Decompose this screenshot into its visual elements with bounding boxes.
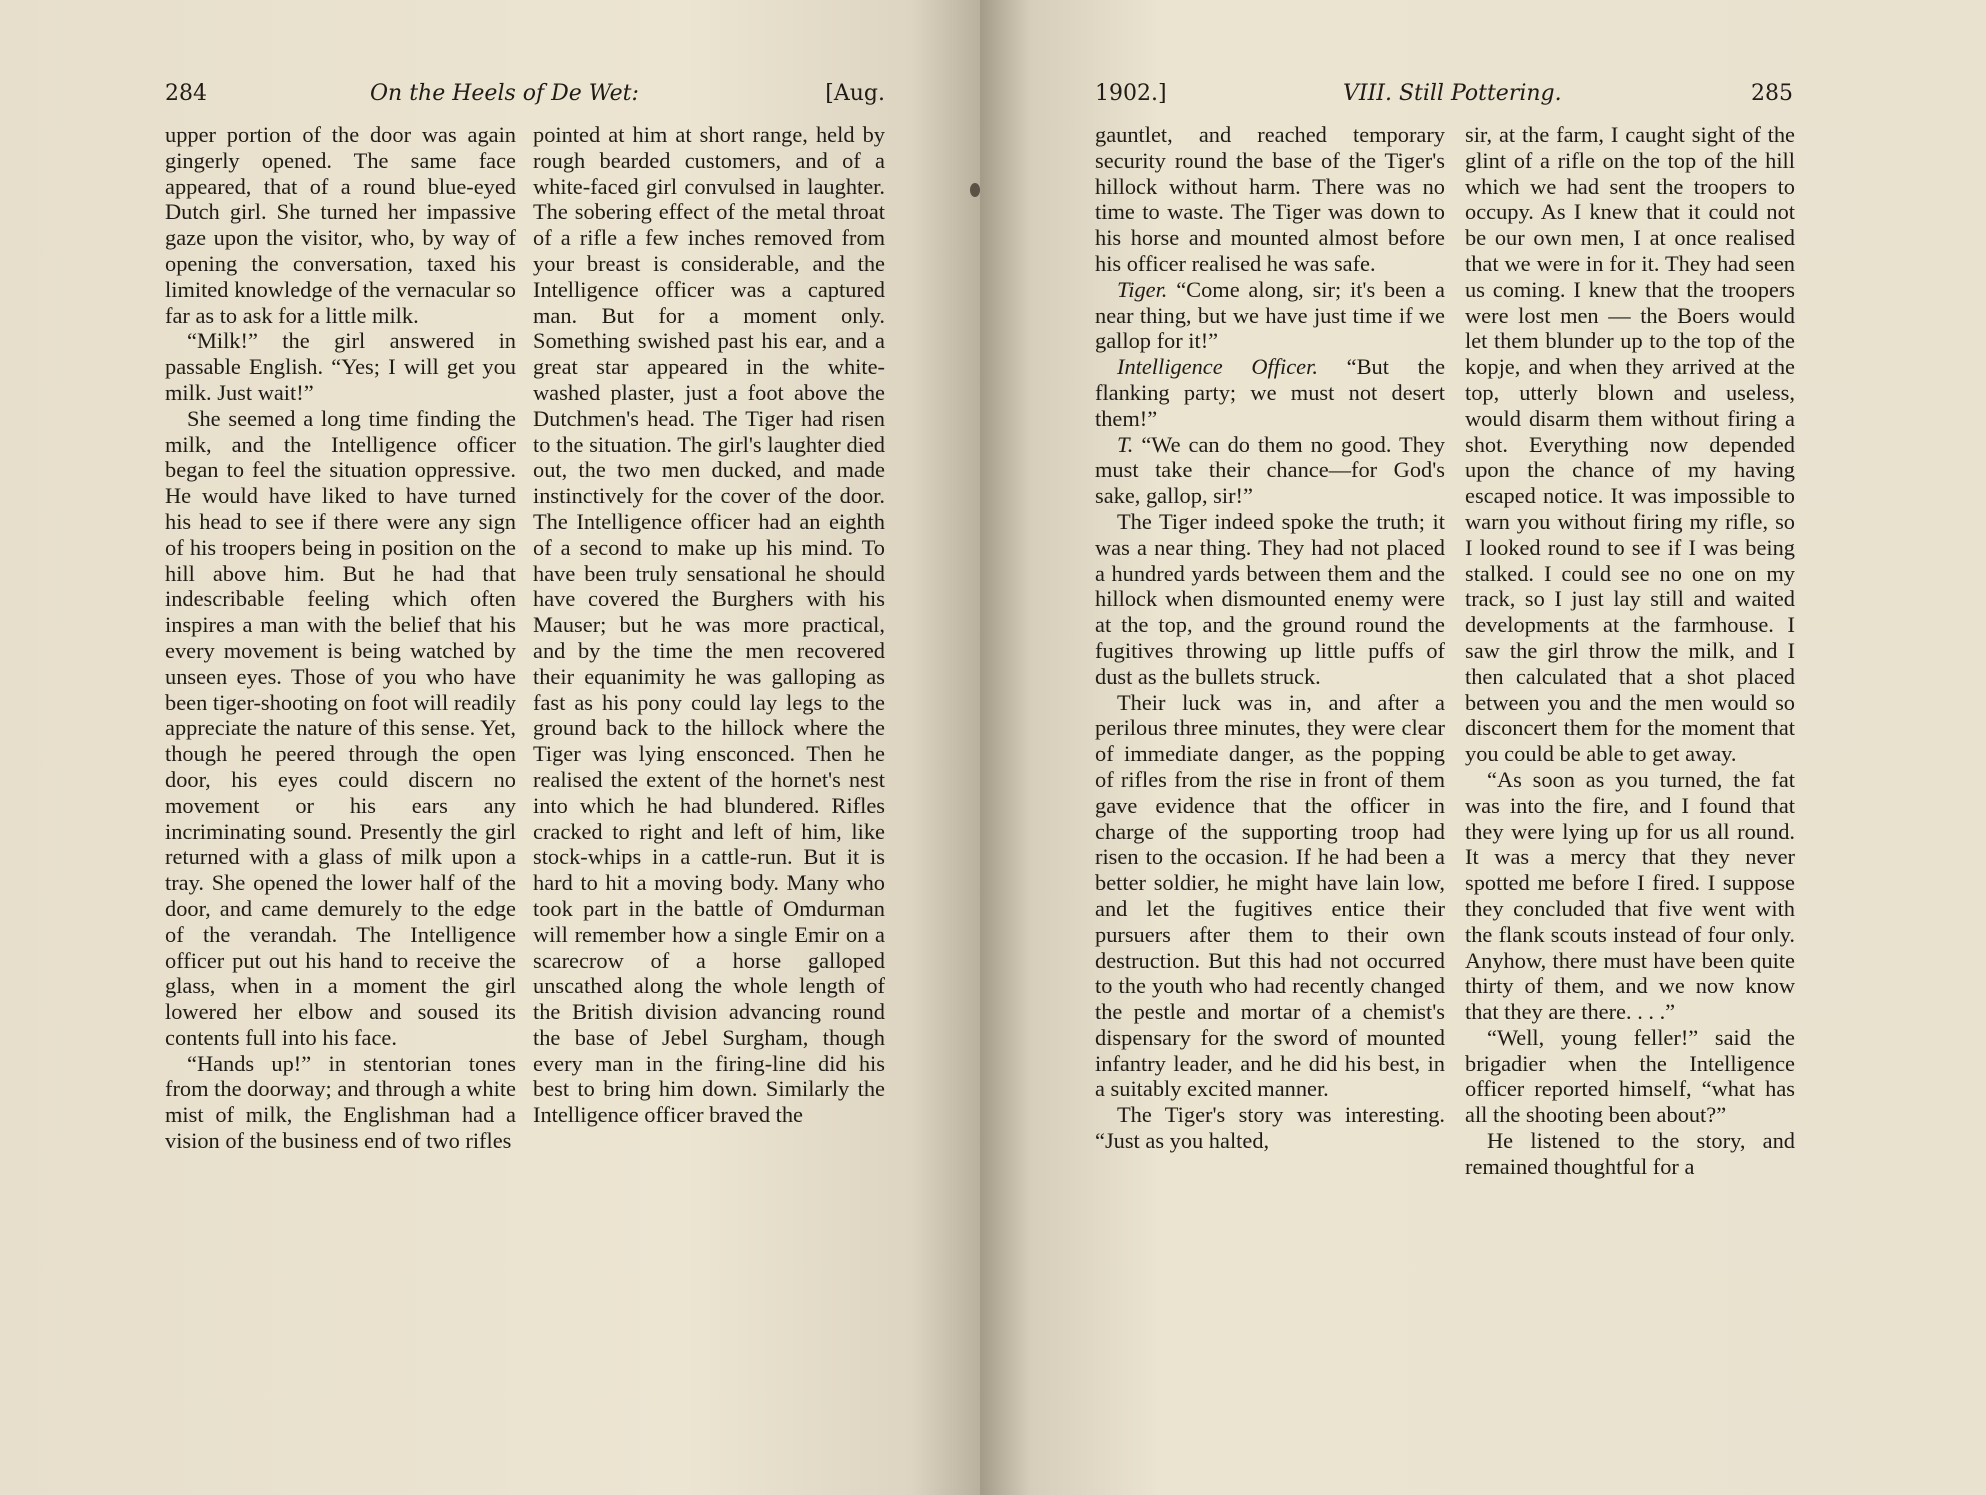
paragraph [1095, 1102, 1445, 1154]
date-tag: [Aug. [825, 81, 885, 106]
paragraph-text: “Hands up!” in stentorian tones from the doorway; and through a white mist of milk, the Englishman had a vision of the business end of two rifles [165, 1050, 516, 1154]
speaker-label: Tiger. [1117, 276, 1168, 302]
left-page [0, 0, 980, 1495]
paragraph [165, 328, 516, 405]
paragraph-text: “Come along, sir; it's been a near thing, but we have just time if we gallop for it!” [1095, 276, 1445, 354]
paragraph-text: upper portion of the door was again gingerly opened. The same face appeared, that of a round blue-eyed Dutch girl. She turned her impassive gaze upon the visitor, who, by way of opening the conversation, taxed his limited knowledge of the vernacular so far as to ask for a little milk. [165, 122, 516, 328]
paragraph [1465, 1025, 1795, 1128]
paragraph [1465, 122, 1795, 767]
running-title: On the Heels of De Wet: [370, 81, 639, 106]
paragraph [1465, 767, 1795, 1025]
paragraph-text: She seemed a long time finding the milk, and the Intelligence officer began to feel the situation oppressive. He would have liked to have turned his head to see if there were any sign of his troopers being in position on the hill above him. But he had that indescribable feeling which often inspires a man with the belief that his every movement is being watched by unseen eyes. Those of you who have been tiger-shooting on foot will readily appreciate the nature of this sense. Yet, though he peered through the open door, his eyes could discern no movement or his ears any incriminating sound. Presently the girl returned with a glass of milk upon a tray. She opened the lower half of the door, and came demurely to the edge of the verandah. The Intelligence officer put out his hand to receive the glass, when in a moment the girl lowered her elbow and soused its contents full into his face. [165, 405, 516, 1050]
left-column-1 [165, 122, 516, 1154]
paragraph-text: “Well, young feller!” said the brigadier when the Intelligence officer reported himself, “what has all the shooting been about?” [1465, 1024, 1795, 1128]
paragraph-text: Their luck was in, and after a perilous three minutes, they were clear of immediate danger, as the popping of rifles from the rise in front of them gave evidence that the officer in charge of the supporting troop had risen to the occasion. If he had been a better soldier, he might have lain low, and let the fugitives entice their pursuers after them to their own destruction. But this had not occurred to the youth who had recently changed the pestle and mortar of a chemist's dispensary for the sword of mounted infantry leader, and he did his best, in a suitably excited manner. [1095, 689, 1445, 1102]
page-number: 285 [1751, 81, 1793, 106]
paragraph-text: “As soon as you turned, the fat was into the fire, and I found that they were lying up for us all round. It was a mercy that they never spotted me before I fired. I suppose they concluded that five went with the flank scouts instead of four only. Anyhow, there must have been quite thirty of them, and we now know that they are there. . . .” [1465, 766, 1795, 1025]
right-page-header [1095, 76, 1793, 112]
paragraph [1095, 122, 1445, 277]
right-column-2 [1465, 122, 1795, 1180]
paragraph-text: “Milk!” the girl answered in passable English. “Yes; I will get you milk. Just wait!” [165, 328, 516, 405]
right-column-1 [1095, 122, 1445, 1154]
speaker-label: Intelligence Officer. [1117, 354, 1318, 380]
paragraph [1095, 509, 1445, 690]
paragraph-text: pointed at him at short range, held by rough bearded customers, and of a white-faced girl convulsed in laughter. The sobering effect of the metal throat of a rifle a few inches removed from your breast is considerable, and the Intelligence officer was a captured man. But for a moment only. Something swished past his ear, and a great star appeared in the white-washed plaster, just a foot above the Dutchmen's head. The Tiger had risen to the situation. The girl's laughter died out, the two men ducked, and made instinctively for the cover of the door. The Intelligence officer had an eighth of a second to make up his mind. To have been truly sensational he should have covered the Burghers with his Mauser; but he was more practical, and by the time the men recovered their equanimity he was galloping as fast as his pony could lay legs to the ground back to the hillock where the Tiger was lying ensconced. Then he realised the extent of the hornet's nest into which he had blundered. Rifles cracked to right and left of him, like stock-whips in a cattle-run. But it is hard to hit a moving body. Many who took part in the battle of Omdurman will remember how a single Emir on a scarecrow of a horse galloped unscathed along the whole length of the British division advancing round the base of Jebel Surgham, though every man in the firing-line did his best to bring him down. Similarly the Intelligence officer braved the [533, 122, 885, 1128]
paragraph-text: gauntlet, and reached temporary security round the base of the Tiger's hillock without harm. There was no time to waste. The Tiger was down to his horse and mounted almost before his officer realised he was safe. [1095, 122, 1445, 276]
right-page [980, 0, 1986, 1495]
page-number: 284 [165, 81, 207, 106]
paragraph-text: The Tiger indeed spoke the truth; it was a near thing. They had not placed a hundred yards between them and the hillock when dismounted enemy were at the top, and the ground round the fugitives throwing up little puffs of dust as the bullets struck. [1095, 508, 1445, 689]
paragraph [165, 1051, 516, 1154]
paragraph [533, 122, 885, 1128]
paragraph-text: He listened to the story, and remained thoughtful for a [1465, 1128, 1795, 1179]
left-column-2 [533, 122, 885, 1128]
paragraph-text: sir, at the farm, I caught sight of the glint of a rifle on the top of the hill which we had sent the troopers to occupy. As I knew that it could not be our own men, I at once realised that we were in for it. They had seen us coming. I knew that the troopers were lost men — the Boers would let them blunder up to the top of the kopje, and when they arrived at the top, utterly blown and useless, would disarm them without firing a shot. Everything now depended upon the chance of my having escaped notice. It was impossible to warn you without firing my rifle, so I looked round to see if I was being stalked. I could see no one on my track, so I just lay still and waited developments at the farmhouse. I saw the girl throw the milk, and I then calculated that a shot placed between you and the men would so disconcert them for the moment that you could be able to get away. [1465, 122, 1795, 767]
paragraph [1095, 432, 1445, 509]
paragraph [1095, 277, 1445, 354]
running-title: VIII. Still Pottering. [1343, 81, 1562, 106]
paragraph [1095, 690, 1445, 1103]
paragraph [1095, 354, 1445, 431]
paragraph [165, 122, 516, 328]
date-tag: 1902.] [1095, 81, 1167, 106]
paragraph-text: “But the flanking party; we must not desert them!” [1095, 354, 1446, 431]
left-page-header [165, 76, 885, 112]
binding-thread-mark [970, 183, 980, 197]
speaker-label: T. [1117, 431, 1134, 457]
paragraph [165, 406, 516, 1051]
paragraph [1465, 1128, 1795, 1180]
paragraph-text: The Tiger's story was interesting. “Just as you halted, [1095, 1102, 1445, 1154]
paragraph-text: “We can do them no good. They must take their chance—for God's sake, gallop, sir!” [1095, 431, 1445, 509]
